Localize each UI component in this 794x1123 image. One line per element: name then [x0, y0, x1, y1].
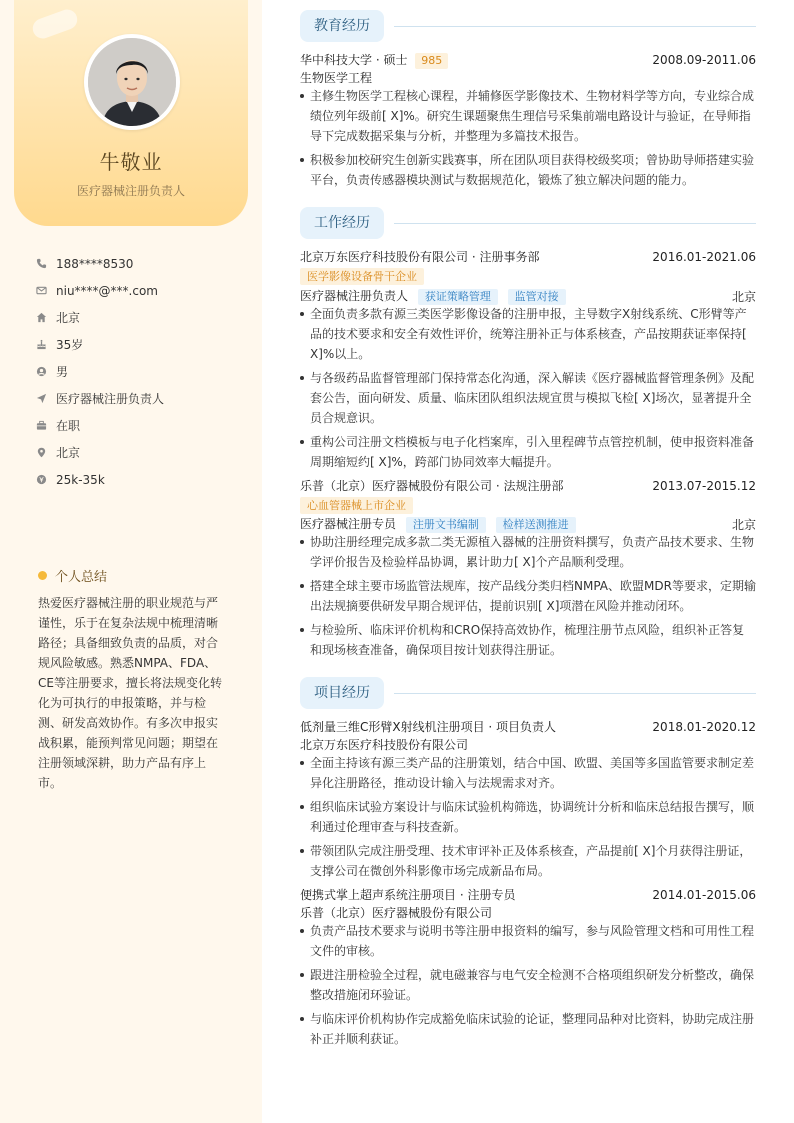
- section-divider: [394, 693, 756, 694]
- location-pin-icon: [36, 447, 56, 458]
- project-row: [300, 886, 756, 903]
- job-bullets: [300, 304, 756, 476]
- job-row: [300, 477, 756, 494]
- job-skill-tag: 检样送测推进: [496, 517, 576, 533]
- job-skill-tag: 获证策略管理: [418, 289, 498, 305]
- education-school: 华中科技大学 · 硕士: [300, 53, 408, 67]
- list-item: 跟进注册检验全过程，就电磁兼容与电气安全检测不合格项组织研发分析整改，确保整改措施闭环验证。: [300, 965, 756, 1005]
- salary-icon: [36, 474, 56, 485]
- projects-section-header: [300, 677, 756, 709]
- project-org-row: [300, 904, 756, 921]
- work-section-header: [300, 207, 756, 239]
- education-badge: 985: [415, 53, 448, 69]
- list-item: 全面主持该有源三类产品的注册策划，结合中国、欧盟、美国等多国监管要求制定差异化注册路径，推动设计输入与法规需求对齐。: [300, 753, 756, 793]
- info-gender: [36, 358, 246, 385]
- list-item: 主修生物医学工程核心课程，并辅修医学影像技术、生物材料学等方向，专业综合成绩位列年级前[ X]%。研究生课题聚焦生理信号采集前端电路设计与验证，在导师指导下完成数据采集与分析，并整理为多篇技术报告。: [300, 86, 756, 146]
- project-date: 2018.01-2020.12: [652, 719, 756, 734]
- education-section-header: [300, 10, 756, 42]
- summary-text: 热爱医疗器械注册的职业规范与严谨性，乐于在复杂法规中梳理清晰路径；具备细致负责的品质，对合规风险敏感。熟悉NMPA、FDA、CE等注册要求，擅长将法规变化转化为可执行的申报策略，并与检测、研发高效协作。有多次申报实战积累，能预判常见问题；期望在注册领域深耕，助力产品有序上市。: [38, 596, 222, 790]
- info-status: [36, 412, 246, 439]
- project-org: 北京万东医疗科技股份有限公司: [300, 738, 469, 752]
- education-row: [300, 51, 756, 69]
- info-target-city-text: 北京: [56, 446, 81, 460]
- job-bullets: [300, 532, 756, 664]
- list-item: 协助注册经理完成多款二类无源植入器械的注册资料撰写，负责产品技术要求、生物学评价报告及检验样品协调，累计助力[ X]个产品顺利受理。: [300, 532, 756, 572]
- info-salary-text: 25k-35k: [56, 472, 105, 487]
- job-position-row: [300, 515, 756, 533]
- list-item: 与临床评价机构协作完成豁免临床试验的论证，整理同品种对比资料，协助完成注册补正并顺利获证。: [300, 1009, 756, 1049]
- list-item: 与各级药品监督管理部门保持常态化沟通，深入解读《医疗器械监督管理条例》及配套公告，面向研发、质量、临床团队组织法规宣贯与模拟飞检[ X]场次，显著提升全员合规意识。: [300, 368, 756, 428]
- list-item: 全面负责多款有源三类医学影像设备的注册申报，主导数字X射线系统、C形臂等产品的技术要求和安全有效性评价，统筹注册补正与体系核查，产品按期获证率保持[ X]%以上。: [300, 304, 756, 364]
- info-residence-text: 北京: [56, 311, 81, 325]
- info-phone-text: 188****8530: [56, 256, 134, 271]
- avatar-photo: [88, 38, 176, 126]
- job-skill-tag: 监管对接: [508, 289, 566, 305]
- job-company: 北京万东医疗科技股份有限公司 · 注册事务部: [300, 250, 540, 264]
- list-item: 积极参加校研究生创新实践赛事，所在团队项目获得校级奖项；曾协助导师搭建实验平台，负责传感器模块测试与数据规范化，锻炼了独立解决问题的能力。: [300, 150, 756, 190]
- mail-icon: [36, 285, 56, 296]
- info-target-position-text: 医疗器械注册负责人: [56, 392, 165, 406]
- person-photo-icon: [88, 38, 176, 126]
- project-bullets: [300, 921, 756, 1053]
- education-heading: 教育经历: [300, 10, 384, 42]
- job-position-row: [300, 287, 756, 305]
- briefcase-icon: [36, 420, 56, 431]
- project-org-row: [300, 736, 756, 753]
- job-skill-tag: 注册文书编制: [406, 517, 486, 533]
- project-title: 低剂量三维C形臂X射线机注册项目 · 项目负责人: [300, 720, 557, 734]
- education-major-row: [300, 69, 756, 86]
- list-item: 搭建全球主要市场监管法规库，按产品线分类归档NMPA、欧盟MDR等要求，定期输出法规摘要供研发早期合规评估，提前识别[ X]项潜在风险并推动闭环。: [300, 576, 756, 616]
- project-org: 乐普（北京）医疗器械股份有限公司: [300, 906, 493, 920]
- project-date: 2014.01-2015.06: [652, 887, 756, 902]
- job-city: 北京: [731, 517, 756, 532]
- list-item: 与检验所、临床评价机构和CRO保持高效协作，梳理注册节点风险，组织补正答复和现场核查准备，确保项目按计划获得注册证。: [300, 620, 756, 660]
- profile-title: 医疗器械注册负责人: [76, 184, 185, 198]
- job-date: 2016.01-2021.06: [652, 249, 756, 264]
- list-item: 带领团队完成注册受理、技术审评补正及体系核查，产品提前[ X]个月获得注册证，支撑公司在微创外科影像市场完成新品布局。: [300, 841, 756, 881]
- list-item: 重构公司注册文档模板与电子化档案库，引入里程碑节点管控机制，使申报资料准备周期缩短约[ X]%，跨部门协同效率大幅提升。: [300, 432, 756, 472]
- section-divider: [394, 26, 756, 27]
- summary-dot-icon: [38, 571, 47, 580]
- list-item: 组织临床试验方案设计与临床试验机构筛选，协调统计分析和临床总结报告撰写，顺利通过伦理审查与科技查新。: [300, 797, 756, 837]
- job-row: [300, 248, 756, 265]
- job-company: 乐普（北京）医疗器械股份有限公司 · 法规注册部: [300, 479, 564, 493]
- education-bullets: [300, 86, 756, 194]
- info-target-city: [36, 439, 246, 466]
- send-icon: [36, 393, 56, 404]
- info-target-position: [36, 385, 246, 412]
- phone-icon: [36, 258, 56, 269]
- project-bullets: [300, 753, 756, 885]
- info-residence: [36, 304, 246, 331]
- education-date: 2008.09-2011.06: [652, 53, 756, 67]
- section-divider: [394, 223, 756, 224]
- job-position: 医疗器械注册负责人: [300, 289, 409, 303]
- project-row: [300, 718, 756, 735]
- info-age-text: 35岁: [56, 338, 84, 352]
- job-city: 北京: [731, 289, 756, 304]
- education-major: 生物医学工程: [300, 71, 373, 85]
- home-icon: [36, 312, 56, 323]
- info-email: [36, 277, 246, 304]
- cake-icon: [36, 339, 56, 350]
- info-status-text: 在职: [56, 419, 81, 433]
- project-title: 便携式掌上超声系统注册项目 · 注册专员: [300, 888, 516, 902]
- info-salary: [36, 466, 246, 493]
- job-date: 2013.07-2015.12: [652, 478, 756, 493]
- info-gender-text: 男: [56, 365, 69, 379]
- info-phone: [36, 250, 246, 277]
- gender-icon: [36, 366, 56, 377]
- profile-name: 牛敬业: [99, 150, 163, 174]
- avatar: [84, 34, 180, 130]
- job-industry-tag: 心血管器械上市企业: [300, 497, 413, 514]
- summary-heading-text: 个人总结: [55, 570, 108, 585]
- job-industry-tag: 医学影像设备骨干企业: [300, 268, 424, 285]
- contact-info-list: [36, 250, 246, 493]
- sidebar: [0, 0, 262, 1123]
- list-item: 负责产品技术要求与说明书等注册申报资料的编写，参与风险管理文档和可用性工程文件的审核。: [300, 921, 756, 961]
- projects-heading: 项目经历: [300, 677, 384, 709]
- info-age: [36, 331, 246, 358]
- info-email-text: niu****@***.com: [56, 283, 158, 298]
- work-heading: 工作经历: [300, 207, 384, 239]
- job-position: 医疗器械注册专员: [300, 517, 397, 531]
- summary-heading: [38, 566, 107, 585]
